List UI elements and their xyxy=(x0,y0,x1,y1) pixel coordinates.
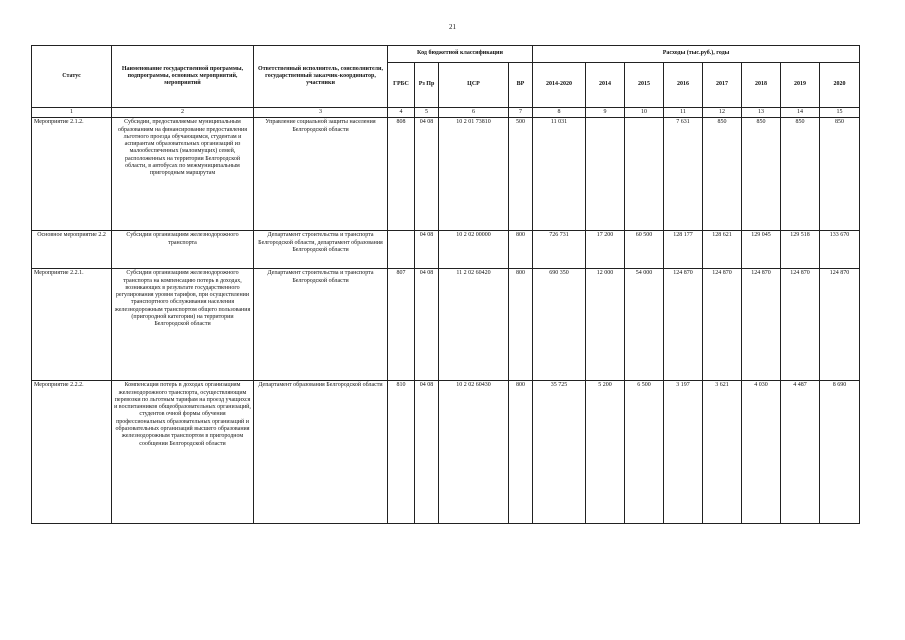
row-value: 3 621 xyxy=(703,381,742,524)
row-status: Мероприятие 2.2.1. xyxy=(32,269,112,381)
row-value: 4 487 xyxy=(781,381,820,524)
budget-code-header: Код бюджетной классификации xyxy=(388,46,533,63)
column-number: 10 xyxy=(625,108,664,118)
row-executor: Департамент строительства и транспорта Белгородской области xyxy=(254,269,388,381)
row-value: 124 870 xyxy=(703,269,742,381)
row-grbs: 808 xyxy=(388,118,415,231)
row-value: 124 870 xyxy=(820,269,860,381)
column-number: 8 xyxy=(533,108,586,118)
row-value: 850 xyxy=(742,118,781,231)
row-grbs: 810 xyxy=(388,381,415,524)
column-number: 1 xyxy=(32,108,112,118)
row-value: 129 045 xyxy=(742,231,781,269)
row-csr: 11 2 02 60420 xyxy=(439,269,509,381)
row-rzpr: 04 08 xyxy=(415,231,439,269)
year-header: 2018 xyxy=(742,63,781,108)
column-number: 2 xyxy=(112,108,254,118)
row-value: 60 500 xyxy=(625,231,664,269)
row-value: 6 500 xyxy=(625,381,664,524)
row-csr: 10 2 02 00000 xyxy=(439,231,509,269)
row-value: 35 725 xyxy=(533,381,586,524)
column-number: 5 xyxy=(415,108,439,118)
year-header: 2017 xyxy=(703,63,742,108)
row-rzpr: 04 08 xyxy=(415,269,439,381)
row-vr: 800 xyxy=(509,231,533,269)
column-number: 4 xyxy=(388,108,415,118)
column-number: 13 xyxy=(742,108,781,118)
vr-header: ВР xyxy=(509,63,533,108)
row-value: 17 200 xyxy=(586,231,625,269)
row-value: 11 031 xyxy=(533,118,586,231)
column-number: 6 xyxy=(439,108,509,118)
budget-table xyxy=(31,45,860,524)
row-grbs xyxy=(388,231,415,269)
table-row xyxy=(32,231,860,269)
row-status: Мероприятие 2.1.2. xyxy=(32,118,112,231)
rzpr-header: Рз Пр xyxy=(415,63,439,108)
row-name: Субсидии организациям железнодорожного транспорта на компенсацию потерь в доходах, возникающих в результате государственного регулирования уровня тарифов, при осуществлении транспортного обслуживания населения железнодорожным транспортом общего пользования (пригородной категории) на территории Белгородской области xyxy=(112,269,254,381)
row-value: 7 631 xyxy=(664,118,703,231)
row-value: 12 000 xyxy=(586,269,625,381)
row-vr: 800 xyxy=(509,381,533,524)
row-executor: Управление социальной защиты населения Белгородской области xyxy=(254,118,388,231)
column-number: 9 xyxy=(586,108,625,118)
row-vr: 500 xyxy=(509,118,533,231)
executor-header: Ответственный исполнитель, соисполнители, государственный заказчик-координатор, участники xyxy=(254,46,388,108)
row-value: 850 xyxy=(781,118,820,231)
year-header: 2016 xyxy=(664,63,703,108)
row-vr: 800 xyxy=(509,269,533,381)
column-number: 15 xyxy=(820,108,860,118)
row-value: 690 350 xyxy=(533,269,586,381)
year-header: 2015 xyxy=(625,63,664,108)
row-value: 124 870 xyxy=(664,269,703,381)
row-value: 133 670 xyxy=(820,231,860,269)
row-value xyxy=(586,118,625,231)
row-value: 4 030 xyxy=(742,381,781,524)
row-rzpr: 04 08 xyxy=(415,381,439,524)
row-value: 54 000 xyxy=(625,269,664,381)
row-name: Компенсация потерь в доходах организациям железнодорожного транспорта, осуществляющим перевозки по льготным тарифам на проезд учащихся и воспитанников общеобразовательных организаций, студентов очной формы обучения профессиональных образовательных организаций и образовательных организаций высшего образования железнодорожным транспортом в пригородном сообщении Белгородской области xyxy=(112,381,254,524)
row-value: 5 200 xyxy=(586,381,625,524)
column-number: 14 xyxy=(781,108,820,118)
expenses-header: Расходы (тыс.руб.), годы xyxy=(533,46,860,63)
row-value: 129 518 xyxy=(781,231,820,269)
row-value: 128 177 xyxy=(664,231,703,269)
row-status: Мероприятие 2.2.2. xyxy=(32,381,112,524)
year-header: 2019 xyxy=(781,63,820,108)
column-number: 11 xyxy=(664,108,703,118)
program-header: Наименование государственной программы, подпрограммы, основных мероприятий, мероприятий xyxy=(112,46,254,108)
row-status: Основное мероприятие 2.2 xyxy=(32,231,112,269)
row-rzpr: 04 08 xyxy=(415,118,439,231)
row-value: 726 731 xyxy=(533,231,586,269)
csr-header: ЦСР xyxy=(439,63,509,108)
row-value: 8 690 xyxy=(820,381,860,524)
status-header: Статус xyxy=(32,46,112,108)
column-number: 12 xyxy=(703,108,742,118)
row-value: 128 621 xyxy=(703,231,742,269)
table-row xyxy=(32,381,860,524)
year-header: 2020 xyxy=(820,63,860,108)
row-value: 850 xyxy=(703,118,742,231)
row-csr: 10 2 01 73810 xyxy=(439,118,509,231)
row-name: Субсидии, предоставляемые муниципальным образованиям на финансирование предоставления льготного проезда обучающимся, студентам и аспирантам образовательных организаций из малообеспеченных (малоимущих) семей, расположенных на территории Белгородской области, в автобусах по межмуниципальным пригородным маршрутам xyxy=(112,118,254,231)
row-name: Субсидии организациям железнодорожного транспорта xyxy=(112,231,254,269)
row-value: 850 xyxy=(820,118,860,231)
table-row xyxy=(32,118,860,231)
year-header: 2014 xyxy=(586,63,625,108)
column-number-row xyxy=(32,108,860,118)
row-value: 124 870 xyxy=(781,269,820,381)
grbs-header: ГРБС xyxy=(388,63,415,108)
header-row xyxy=(32,46,860,63)
page-number: 21 xyxy=(449,23,456,31)
row-csr: 10 2 02 60430 xyxy=(439,381,509,524)
column-number: 3 xyxy=(254,108,388,118)
row-value: 3 197 xyxy=(664,381,703,524)
row-value xyxy=(625,118,664,231)
column-number: 7 xyxy=(509,108,533,118)
row-executor: Департамент образования Белгородской области xyxy=(254,381,388,524)
year-header: 2014-2020 xyxy=(533,63,586,108)
table-row xyxy=(32,269,860,381)
row-value: 124 870 xyxy=(742,269,781,381)
row-grbs: 807 xyxy=(388,269,415,381)
row-executor: Департамент строительства и транспорта Белгородской области, департамент образования Белгородской области xyxy=(254,231,388,269)
